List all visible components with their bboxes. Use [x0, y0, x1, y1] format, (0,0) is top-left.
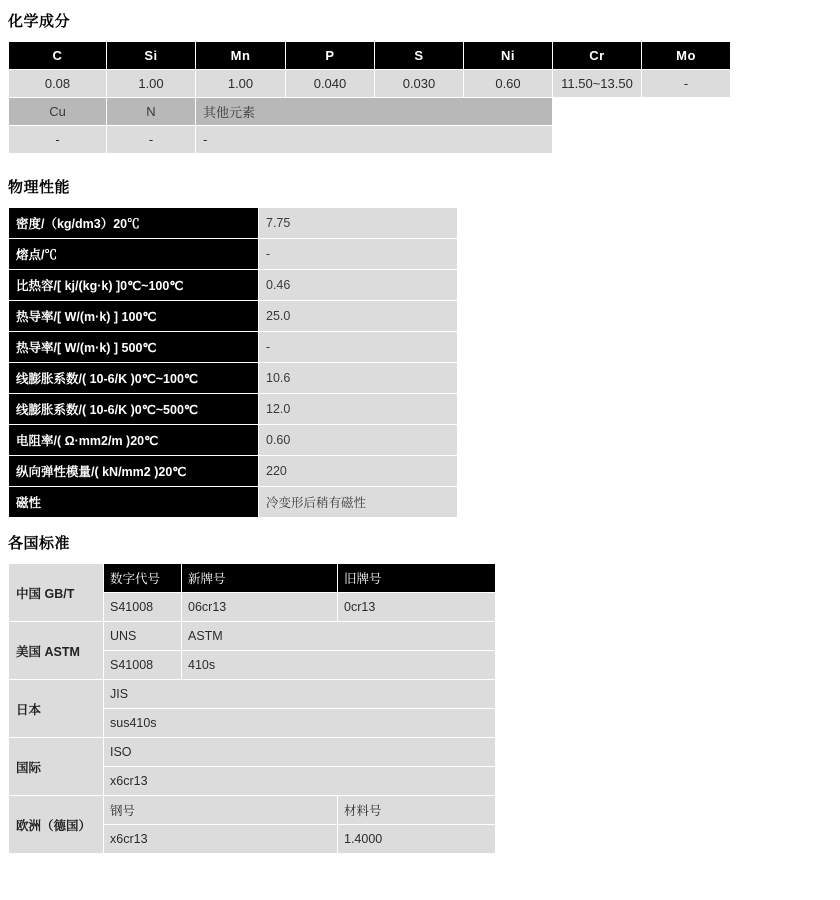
table-row [9, 456, 458, 487]
chem-header-cell: Ni [464, 42, 553, 70]
standards-country-label: 中国 GB/T [9, 564, 104, 622]
standards-header-cell: 旧牌号 [338, 564, 496, 593]
standards-country-label: 欧洲（德国） [9, 796, 104, 854]
standards-value-cell: x6cr13 [104, 825, 338, 854]
standards-header-cell: 数字代号 [104, 564, 182, 593]
physical-property-label: 线膨胀系数/( 10-6/K )0℃~100℃ [9, 363, 259, 394]
chem-value-cell: - [642, 70, 731, 98]
physical-property-label: 线膨胀系数/( 10-6/K )0℃~500℃ [9, 394, 259, 425]
standards-value-cell: S41008 [104, 593, 182, 622]
physical-property-value: 0.46 [259, 270, 458, 301]
chemical-composition-table [8, 41, 731, 154]
chem-blank-cell [553, 98, 731, 126]
table-row [9, 239, 458, 270]
table-row [9, 42, 731, 70]
standards-value-cell: 410s [182, 651, 496, 680]
table-row [9, 208, 458, 239]
physical-property-value: - [259, 239, 458, 270]
physical-property-value: 冷变形后稍有磁性 [259, 487, 458, 518]
physical-property-value: 12.0 [259, 394, 458, 425]
standards-country-label: 日本 [9, 680, 104, 738]
standards-section-title: 各国标准 [8, 535, 71, 552]
physical-section-title: 物理性能 [8, 179, 71, 196]
chem-header-cell: C [9, 42, 107, 70]
chem-header-cell: P [286, 42, 375, 70]
table-row [9, 98, 731, 126]
physical-property-label: 密度/（kg/dm3）20℃ [9, 208, 259, 239]
chem-value2-cell: - [196, 126, 553, 154]
table-row [9, 738, 496, 767]
chem-value-cell: 0.60 [464, 70, 553, 98]
physical-property-label: 纵向弹性模量/( kN/mm2 )20℃ [9, 456, 259, 487]
table-row [9, 126, 731, 154]
standards-value-cell: sus410s [104, 709, 496, 738]
standards-header-cell: 新牌号 [182, 564, 338, 593]
national-standards-table [8, 563, 496, 854]
standards-header-cell: UNS [104, 622, 182, 651]
chem-value-cell: 0.040 [286, 70, 375, 98]
chem-value-cell: 0.030 [375, 70, 464, 98]
chem-value-cell: 11.50~13.50 [553, 70, 642, 98]
table-row [9, 622, 496, 651]
chem-header-cell: S [375, 42, 464, 70]
chem-value-cell: 1.00 [196, 70, 286, 98]
table-row [9, 680, 496, 709]
table-row [9, 332, 458, 363]
table-row [9, 270, 458, 301]
standards-value-cell: 06cr13 [182, 593, 338, 622]
physical-property-value: 7.75 [259, 208, 458, 239]
chem-blank-cell [553, 126, 731, 154]
chem-value2-cell: - [9, 126, 107, 154]
standards-value-cell: 1.4000 [338, 825, 496, 854]
chem-header-cell: Si [107, 42, 196, 70]
standards-header-cell: 钢号 [104, 796, 338, 825]
table-row [9, 564, 496, 593]
standards-value-cell: 0cr13 [338, 593, 496, 622]
standards-country-label: 美国 ASTM [9, 622, 104, 680]
chemical-section-title: 化学成分 [8, 13, 71, 30]
table-row [9, 487, 458, 518]
physical-property-label: 热导率/[ W/(m·k) ] 500℃ [9, 332, 259, 363]
physical-property-value: 25.0 [259, 301, 458, 332]
physical-property-value: 220 [259, 456, 458, 487]
standards-header-cell: ISO [104, 738, 496, 767]
physical-property-value: - [259, 332, 458, 363]
table-row [9, 796, 496, 825]
physical-property-label: 磁性 [9, 487, 259, 518]
chem-header-cell: Mn [196, 42, 286, 70]
chem-value-cell: 1.00 [107, 70, 196, 98]
table-row [9, 425, 458, 456]
physical-property-value: 10.6 [259, 363, 458, 394]
chem-header-cell: Mo [642, 42, 731, 70]
standards-value-cell: S41008 [104, 651, 182, 680]
standards-header-cell: ASTM [182, 622, 496, 651]
table-row [9, 394, 458, 425]
table-row [9, 301, 458, 332]
standards-country-label: 国际 [9, 738, 104, 796]
physical-property-label: 热导率/[ W/(m·k) ] 100℃ [9, 301, 259, 332]
standards-header-cell: JIS [104, 680, 496, 709]
physical-properties-table [8, 207, 458, 518]
physical-property-value: 0.60 [259, 425, 458, 456]
chem-value-cell: 0.08 [9, 70, 107, 98]
chem-header2-cell: Cu [9, 98, 107, 126]
chem-header-cell: Cr [553, 42, 642, 70]
standards-header-cell: 材料号 [338, 796, 496, 825]
physical-property-label: 熔点/℃ [9, 239, 259, 270]
table-row [9, 363, 458, 394]
chem-header2-cell: N [107, 98, 196, 126]
standards-value-cell: x6cr13 [104, 767, 496, 796]
physical-property-label: 电阻率/( Ω·mm2/m )20℃ [9, 425, 259, 456]
physical-property-label: 比热容/[ kj/(kg·k) ]0℃~100℃ [9, 270, 259, 301]
chem-header2-cell: 其他元素 [196, 98, 553, 126]
chem-value2-cell: - [107, 126, 196, 154]
table-row [9, 70, 731, 98]
